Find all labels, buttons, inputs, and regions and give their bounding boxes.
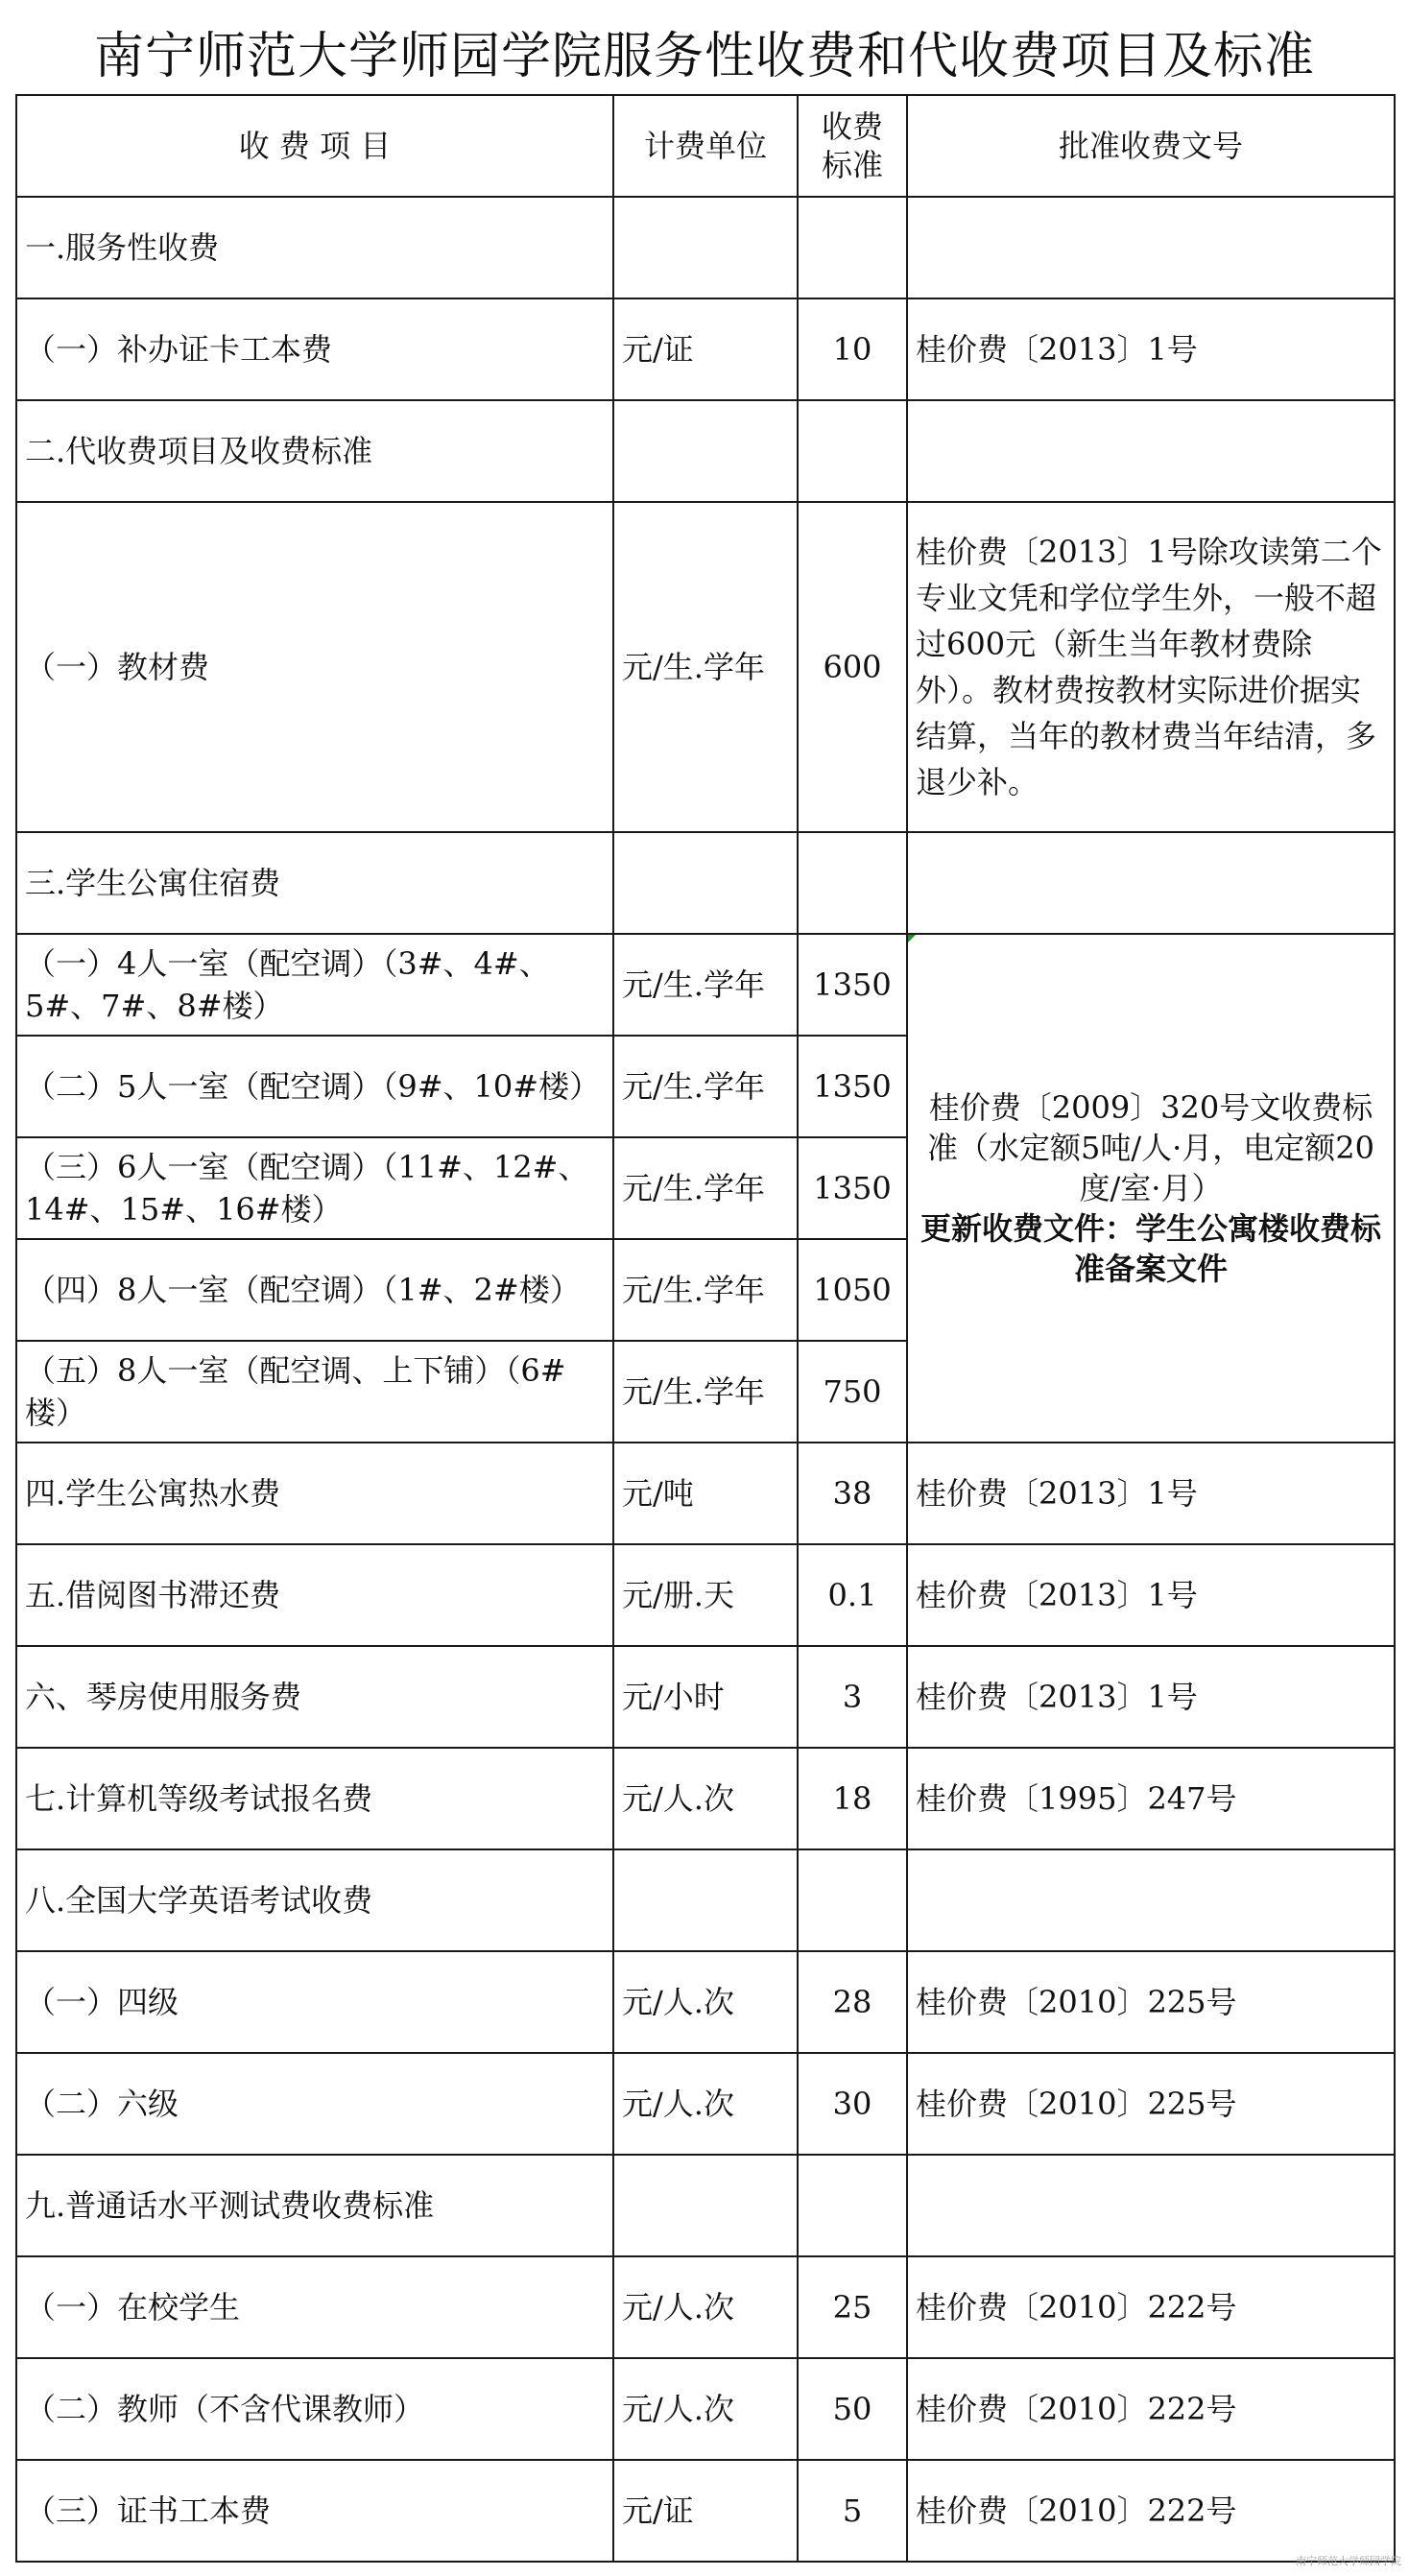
table-row: [16, 2053, 1395, 2155]
item-cell: （二）六级: [16, 2053, 613, 2155]
header-standard-line1: 收费: [821, 108, 883, 145]
table-row: [16, 1443, 1395, 1544]
standard-cell: [798, 2155, 907, 2256]
unit-cell: 元/人.次: [613, 2053, 798, 2155]
document-cell: [907, 2155, 1395, 2256]
fee-table: [15, 94, 1396, 2563]
unit-cell: 元/人.次: [613, 1951, 798, 2053]
header-standard: [798, 95, 907, 197]
header-document: 批准收费文号: [907, 95, 1395, 197]
item-cell: 八.全国大学英语考试收费: [16, 1849, 613, 1951]
table-row: [16, 2155, 1395, 2256]
table-row: [16, 502, 1395, 832]
document-cell: 桂价费〔2013〕1号: [907, 1646, 1395, 1748]
unit-cell: 元/小时: [613, 1646, 798, 1748]
standard-cell: 1350: [798, 934, 907, 1036]
standard-cell: 38: [798, 1443, 907, 1544]
table-row: [16, 2460, 1395, 2562]
document-cell: 桂价费〔1995〕247号: [907, 1748, 1395, 1849]
standard-cell: 750: [798, 1341, 907, 1443]
watermark: 南宁师范大学师园学院: [1296, 2555, 1401, 2567]
document-cell: 桂价费〔2013〕1号: [907, 1544, 1395, 1646]
cell-comment-marker: [908, 935, 916, 942]
standard-cell: 1350: [798, 1036, 907, 1137]
item-cell: （一）教材费: [16, 502, 613, 832]
unit-cell: 元/生.学年: [613, 1239, 798, 1341]
table-row: [16, 400, 1395, 502]
standard-cell: 30: [798, 2053, 907, 2155]
item-cell: 一.服务性收费: [16, 197, 613, 298]
dorm-fee-note: [907, 934, 1395, 1443]
item-cell: 二.代收费项目及收费标准: [16, 400, 613, 502]
document-cell: [907, 400, 1395, 502]
item-cell: （三）6人一室（配空调）（11#、12#、14#、15#、16#楼）: [16, 1137, 613, 1239]
table-row: [16, 2358, 1395, 2460]
unit-cell: [613, 832, 798, 934]
item-cell: （四）8人一室（配空调）（1#、2#楼）: [16, 1239, 613, 1341]
standard-cell: 50: [798, 2358, 907, 2460]
unit-cell: [613, 400, 798, 502]
item-cell: （二）教师（不含代课教师）: [16, 2358, 613, 2460]
document-cell: [907, 197, 1395, 298]
unit-cell: 元/人.次: [613, 2256, 798, 2358]
standard-cell: [798, 832, 907, 934]
unit-cell: 元/人.次: [613, 1748, 798, 1849]
item-cell: （二）5人一室（配空调）（9#、10#楼）: [16, 1036, 613, 1137]
table-header-row: [16, 95, 1395, 197]
dorm-note-text: 桂价费〔2009〕320号文收费标准（水定额5吨/人·月，电定额20度/室·月）: [926, 1089, 1375, 1206]
table-row: [16, 1849, 1395, 1951]
standard-cell: 1350: [798, 1137, 907, 1239]
document-cell: 桂价费〔2013〕1号: [907, 298, 1395, 400]
unit-cell: [613, 197, 798, 298]
document-cell: 桂价费〔2010〕222号: [907, 2358, 1395, 2460]
unit-cell: 元/证: [613, 2460, 798, 2562]
table-row: [16, 1646, 1395, 1748]
unit-cell: 元/生.学年: [613, 1137, 798, 1239]
table-row: [16, 1748, 1395, 1849]
standard-cell: [798, 197, 907, 298]
item-cell: （五）8人一室（配空调、上下铺）（6#楼）: [16, 1341, 613, 1443]
unit-cell: [613, 2155, 798, 2256]
document-cell: 桂价费〔2010〕225号: [907, 2053, 1395, 2155]
standard-cell: [798, 1849, 907, 1951]
dorm-note-update: 更新收费文件：学生公寓楼收费标准备案文件: [919, 1210, 1381, 1287]
unit-cell: 元/生.学年: [613, 1036, 798, 1137]
document-cell: 桂价费〔2010〕222号: [907, 2460, 1395, 2562]
standard-cell: 5: [798, 2460, 907, 2562]
unit-cell: 元/生.学年: [613, 502, 798, 832]
page-title: 南宁师范大学师园学院服务性收费和代收费项目及标准: [93, 28, 1315, 85]
document-cell: 桂价费〔2010〕225号: [907, 1951, 1395, 2053]
standard-cell: 28: [798, 1951, 907, 2053]
table-row: [16, 832, 1395, 934]
table-row: [16, 934, 1395, 1036]
unit-cell: 元/生.学年: [613, 934, 798, 1036]
unit-cell: 元/吨: [613, 1443, 798, 1544]
standard-cell: [798, 400, 907, 502]
unit-cell: 元/册.天: [613, 1544, 798, 1646]
standard-cell: 25: [798, 2256, 907, 2358]
table-row: [16, 1544, 1395, 1646]
header-item: 收 费 项 目: [16, 95, 613, 197]
item-cell: （一）在校学生: [16, 2256, 613, 2358]
document-cell: 桂价费〔2013〕1号除攻读第二个专业文凭和学位学生外，一般不超过600元（新生当年教材费除外）。教材费按教材实际进价据实结算，当年的教材费当年结清，多退少补。: [907, 502, 1395, 832]
standard-cell: 600: [798, 502, 907, 832]
item-cell: （一）补办证卡工本费: [16, 298, 613, 400]
table-row: [16, 298, 1395, 400]
document-cell: [907, 832, 1395, 934]
item-cell: 四.学生公寓热水费: [16, 1443, 613, 1544]
standard-cell: 0.1: [798, 1544, 907, 1646]
standard-cell: 3: [798, 1646, 907, 1748]
standard-cell: 18: [798, 1748, 907, 1849]
table-row: [16, 2256, 1395, 2358]
item-cell: 六、琴房使用服务费: [16, 1646, 613, 1748]
unit-cell: 元/生.学年: [613, 1341, 798, 1443]
unit-cell: [613, 1849, 798, 1951]
standard-cell: 1050: [798, 1239, 907, 1341]
header-unit: 计费单位: [613, 95, 798, 197]
unit-cell: 元/证: [613, 298, 798, 400]
document-cell: 桂价费〔2010〕222号: [907, 2256, 1395, 2358]
unit-cell: 元/人.次: [613, 2358, 798, 2460]
standard-cell: 10: [798, 298, 907, 400]
item-cell: 三.学生公寓住宿费: [16, 832, 613, 934]
item-cell: 七.计算机等级考试报名费: [16, 1748, 613, 1849]
item-cell: （一）4人一室（配空调）（3#、4#、5#、7#、8#楼）: [16, 934, 613, 1036]
header-standard-line2: 标准: [821, 147, 883, 183]
item-cell: 五.借阅图书滞还费: [16, 1544, 613, 1646]
item-cell: 九.普通话水平测试费收费标准: [16, 2155, 613, 2256]
item-cell: （三）证书工本费: [16, 2460, 613, 2562]
document-cell: 桂价费〔2013〕1号: [907, 1443, 1395, 1544]
table-row: [16, 197, 1395, 298]
table-row: [16, 1951, 1395, 2053]
document-cell: [907, 1849, 1395, 1951]
item-cell: （一）四级: [16, 1951, 613, 2053]
